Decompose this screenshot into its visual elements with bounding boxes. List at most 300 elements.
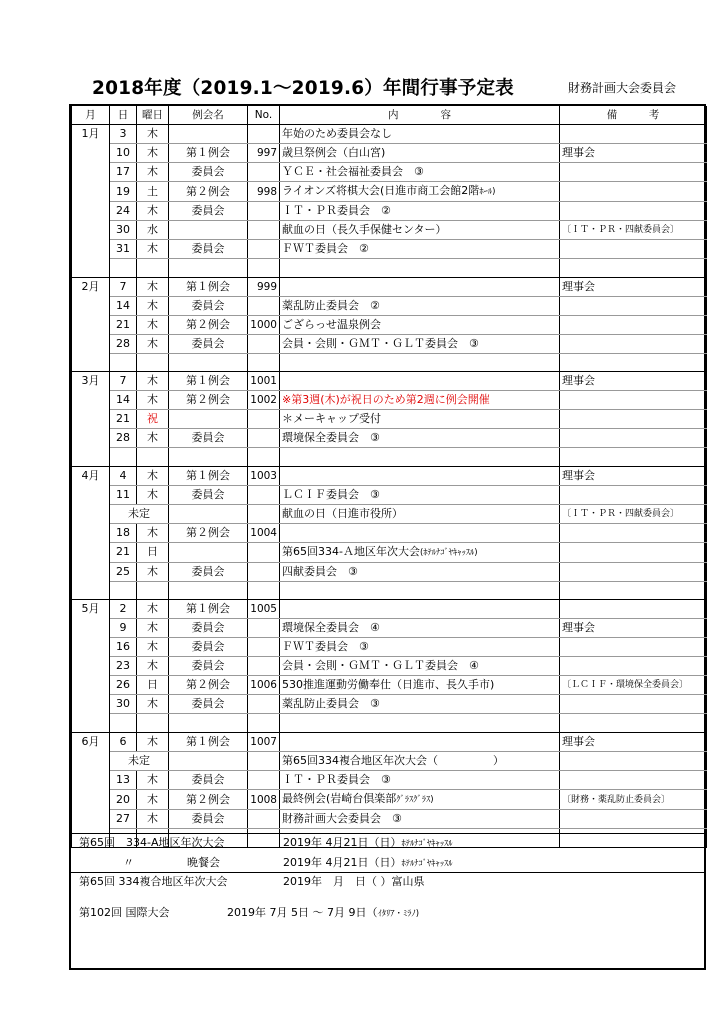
blank-cell	[137, 714, 169, 733]
table-row	[72, 695, 707, 714]
remarks-cell	[560, 334, 707, 353]
remarks-cell	[560, 523, 707, 542]
remarks-cell	[560, 562, 707, 581]
table-row	[72, 315, 707, 334]
weekday-cell: 木	[137, 391, 169, 410]
number-cell	[248, 504, 280, 523]
meeting-cell: 委員会	[169, 334, 248, 353]
day-cell: 9	[110, 619, 137, 638]
weekday-cell: 木	[137, 733, 169, 752]
content-cell	[280, 429, 560, 448]
content-text: 歳旦祭例会（白山宮)	[282, 146, 386, 160]
content-text: 会員・会則・ＧＭＴ・ＧＬＴ委員会 ④	[282, 659, 479, 673]
number-cell: 1005	[248, 600, 280, 619]
day-cell: 30	[110, 695, 137, 714]
number-cell: 1008	[248, 790, 280, 810]
remarks-cell: 〔ＩＴ・ＰＲ・四献委員会〕	[560, 221, 707, 240]
number-cell	[248, 619, 280, 638]
weekday-cell: 木	[137, 163, 169, 182]
content-cell	[280, 466, 560, 485]
meeting-cell: 委員会	[169, 429, 248, 448]
number-cell: 997	[248, 144, 280, 163]
day-cell: 13	[110, 771, 137, 790]
table-row	[72, 125, 707, 144]
meeting-cell: 委員会	[169, 638, 248, 657]
number-cell: 1002	[248, 391, 280, 410]
committee-name: 財務計画大会委員会	[568, 81, 677, 95]
content-cell	[280, 733, 560, 752]
day-cell: 27	[110, 810, 137, 829]
day-cell: 24	[110, 202, 137, 221]
blank-cell	[560, 353, 707, 372]
content-cell	[280, 695, 560, 714]
blank-cell	[110, 714, 137, 733]
meeting-cell: 委員会	[169, 771, 248, 790]
meeting-cell: 第１例会	[169, 372, 248, 391]
number-cell	[248, 334, 280, 353]
content-text: 薬乱防止委員会 ③	[282, 697, 380, 711]
number-cell	[248, 221, 280, 240]
day-cell: 30	[110, 221, 137, 240]
footer-event-date	[283, 873, 425, 889]
meeting-cell	[169, 221, 248, 240]
blank-cell	[110, 353, 137, 372]
weekday-cell: 日	[137, 542, 169, 562]
table-row	[72, 391, 707, 410]
table-row	[72, 163, 707, 182]
table-row	[72, 619, 707, 638]
meeting-cell: 第１例会	[169, 466, 248, 485]
header-weekday: 曜日	[137, 106, 169, 125]
number-cell: 1006	[248, 676, 280, 695]
meeting-cell: 委員会	[169, 657, 248, 676]
blank-cell	[280, 581, 560, 600]
content-cell	[280, 600, 560, 619]
content-cell	[280, 334, 560, 353]
weekday-cell: 木	[137, 790, 169, 810]
content-cell	[280, 771, 560, 790]
day-cell: 25	[110, 562, 137, 581]
table-row	[72, 542, 707, 562]
number-cell	[248, 163, 280, 182]
number-cell	[248, 125, 280, 144]
table-row	[72, 638, 707, 657]
weekday-cell: 木	[137, 277, 169, 296]
content-text: 献血の日（長久手保健センター）	[282, 223, 447, 237]
table-row	[72, 240, 707, 259]
blank-cell	[137, 448, 169, 467]
meeting-cell: 委員会	[169, 810, 248, 829]
footer-event-venue: ｲﾀﾘｱ・ﾐﾗﾉ)	[377, 908, 420, 919]
weekday-cell: 木	[137, 240, 169, 259]
footer-event-date	[283, 854, 453, 870]
remarks-cell	[560, 429, 707, 448]
content-cell	[280, 277, 560, 296]
number-cell	[248, 410, 280, 429]
number-cell	[248, 542, 280, 562]
table-row	[72, 372, 707, 391]
footer-event-name: 〃	[123, 855, 134, 869]
blank-row	[72, 448, 707, 467]
day-cell: 14	[110, 391, 137, 410]
weekday-cell: 水	[137, 221, 169, 240]
meeting-cell	[169, 125, 248, 144]
footer-event-venue: ﾎﾃﾙﾅｺﾞﾔｷｬｯｽﾙ	[401, 858, 453, 869]
content-text: 献血の日（日進市役所）	[282, 506, 403, 520]
meeting-cell: 委員会	[169, 202, 248, 221]
number-cell: 1001	[248, 372, 280, 391]
content-cell	[280, 810, 560, 829]
page-title: 2018年度（2019.1～2019.6）年間行事予定表	[92, 78, 514, 99]
remarks-cell	[560, 695, 707, 714]
month-label: 5月	[72, 600, 110, 733]
content-text: 財務計画大会委員会 ③	[282, 812, 402, 826]
day-cell: 17	[110, 163, 137, 182]
content-cell	[280, 315, 560, 334]
content-cell	[280, 391, 560, 410]
weekday-cell: 土	[137, 182, 169, 202]
header-month: 月	[72, 106, 110, 125]
day-cell: 7	[110, 277, 137, 296]
table-row	[72, 562, 707, 581]
content-text: 四献委員会 ③	[282, 564, 358, 578]
content-text: 530推進運動労働奉仕（日進市、長久手市)	[282, 678, 495, 692]
table-row	[72, 790, 707, 810]
blank-cell	[248, 714, 280, 733]
footer-event-name: 第65回 334-A地区年次大会	[79, 835, 225, 849]
blank-cell	[280, 259, 560, 278]
footer-divider	[71, 872, 706, 873]
header-content: 内 容	[280, 106, 560, 125]
day-cell: 2	[110, 600, 137, 619]
table-row	[72, 144, 707, 163]
content-text: 第65回334複合地区年次大会（ ）	[282, 754, 504, 768]
table-row	[72, 752, 707, 771]
footer-event-row	[71, 854, 706, 872]
weekday-cell: 木	[137, 296, 169, 315]
meeting-cell: 第２例会	[169, 182, 248, 202]
remarks-cell	[560, 810, 707, 829]
weekday-cell: 祝	[137, 410, 169, 429]
blank-cell	[110, 448, 137, 467]
weekday-cell: 木	[137, 600, 169, 619]
remarks-cell: 理事会	[560, 277, 707, 296]
remarks-cell: 理事会	[560, 466, 707, 485]
meeting-cell: 委員会	[169, 619, 248, 638]
remarks-cell	[560, 657, 707, 676]
content-text: ライオンズ将棋大会(日進市商工会館2階	[282, 184, 480, 198]
blank-cell	[248, 353, 280, 372]
content-text: ＦＷＴ委員会 ②	[282, 242, 369, 256]
content-text: 環境保全委員会 ③	[282, 431, 380, 445]
weekday-cell: 木	[137, 562, 169, 581]
footer-event-name: 第65回 334複合地区年次大会	[79, 874, 228, 888]
blank-cell	[110, 581, 137, 600]
number-cell: 999	[248, 277, 280, 296]
meeting-cell	[169, 542, 248, 562]
weekday-cell: 木	[137, 810, 169, 829]
table-row	[72, 296, 707, 315]
content-cell	[280, 619, 560, 638]
blank-cell	[137, 581, 169, 600]
content-text: ＹＣＥ・社会福祉委員会 ③	[282, 165, 424, 179]
day-cell: 16	[110, 638, 137, 657]
day-cell: 11	[110, 485, 137, 504]
day-cell: 21	[110, 315, 137, 334]
number-cell: 1003	[248, 466, 280, 485]
content-cell	[280, 221, 560, 240]
remarks-cell: 〔財務・薬乱防止委員会〕	[560, 790, 707, 810]
content-venue-text: (ﾎﾃﾙﾅｺﾞﾔｷｬｯｽﾙ)	[419, 547, 478, 558]
table-row	[72, 202, 707, 221]
day-undecided: 未定	[110, 504, 169, 523]
weekday-cell: 木	[137, 429, 169, 448]
blank-row	[72, 714, 707, 733]
blank-cell	[248, 581, 280, 600]
month-label: 4月	[72, 466, 110, 600]
meeting-cell: 第１例会	[169, 277, 248, 296]
table-row	[72, 485, 707, 504]
month-label: 1月	[72, 125, 110, 278]
table-row	[72, 771, 707, 790]
header-day: 日	[110, 106, 137, 125]
weekday-cell: 木	[137, 638, 169, 657]
blank-cell	[248, 259, 280, 278]
meeting-cell: 委員会	[169, 562, 248, 581]
remarks-cell	[560, 296, 707, 315]
remarks-cell	[560, 542, 707, 562]
day-cell: 31	[110, 240, 137, 259]
content-cell	[280, 485, 560, 504]
header-no: No.	[248, 106, 280, 125]
blank-cell	[560, 581, 707, 600]
content-cell	[280, 638, 560, 657]
content-venue-text: ｸﾞﾗｽｸﾞﾗｽ)	[396, 795, 434, 806]
blank-cell	[137, 353, 169, 372]
day-cell: 20	[110, 790, 137, 810]
content-cell	[280, 410, 560, 429]
content-cell	[280, 676, 560, 695]
table-header	[72, 106, 707, 125]
content-cell	[280, 752, 560, 771]
footer-event-subname: 晩餐会	[187, 855, 220, 869]
blank-cell	[169, 353, 248, 372]
footer-event-venue: ﾎﾃﾙﾅｺﾞﾔｷｬｯｽﾙ	[401, 838, 453, 849]
remarks-cell	[560, 752, 707, 771]
number-cell	[248, 695, 280, 714]
day-cell: 26	[110, 676, 137, 695]
weekday-cell: 木	[137, 125, 169, 144]
day-cell: 14	[110, 296, 137, 315]
content-cell	[280, 562, 560, 581]
day-cell: 3	[110, 125, 137, 144]
number-cell	[248, 771, 280, 790]
day-cell: 21	[110, 410, 137, 429]
content-text: 年始のため委員会なし	[282, 127, 392, 141]
number-cell	[248, 202, 280, 221]
content-text: 会員・会則・ＧＭＴ・ＧＬＴ委員会 ③	[282, 336, 479, 350]
header-meeting: 例会名	[169, 106, 248, 125]
day-cell: 21	[110, 542, 137, 562]
footer-divider	[71, 833, 706, 834]
month-label: 2月	[72, 277, 110, 372]
month-label: 3月	[72, 372, 110, 467]
content-cell	[280, 144, 560, 163]
weekday-cell: 木	[137, 466, 169, 485]
content-text: ござらっせ温泉例会	[282, 317, 381, 331]
number-cell: 1004	[248, 523, 280, 542]
footer-event-date	[227, 904, 419, 920]
remarks-cell	[560, 202, 707, 221]
weekday-cell: 木	[137, 144, 169, 163]
weekday-cell: 木	[137, 372, 169, 391]
remarks-cell: 理事会	[560, 372, 707, 391]
content-text: ＩＴ・ＰＲ委員会 ②	[282, 204, 391, 218]
blank-cell	[560, 714, 707, 733]
remarks-cell	[560, 638, 707, 657]
content-cell	[280, 296, 560, 315]
blank-cell	[248, 448, 280, 467]
blank-cell	[169, 259, 248, 278]
meeting-cell	[169, 410, 248, 429]
blank-row	[72, 353, 707, 372]
meeting-cell: 第２例会	[169, 391, 248, 410]
weekday-cell: 木	[137, 771, 169, 790]
remarks-cell	[560, 315, 707, 334]
day-cell: 4	[110, 466, 137, 485]
meeting-cell: 第１例会	[169, 144, 248, 163]
table-row	[72, 676, 707, 695]
content-cell	[280, 657, 560, 676]
number-cell	[248, 638, 280, 657]
blank-row	[72, 259, 707, 278]
content-cell	[280, 504, 560, 523]
day-cell: 6	[110, 733, 137, 752]
content-text: 環境保全委員会 ④	[282, 621, 380, 635]
weekday-cell: 木	[137, 202, 169, 221]
meeting-cell: 第２例会	[169, 523, 248, 542]
number-cell: 1007	[248, 733, 280, 752]
weekday-cell: 木	[137, 619, 169, 638]
meeting-cell: 委員会	[169, 240, 248, 259]
content-cell	[280, 182, 560, 202]
remarks-cell	[560, 240, 707, 259]
remarks-cell: 理事会	[560, 619, 707, 638]
remarks-cell	[560, 485, 707, 504]
meeting-cell	[169, 504, 248, 523]
table-row	[72, 221, 707, 240]
weekday-cell: 木	[137, 523, 169, 542]
content-text: ＊メーキャップ受付	[282, 412, 381, 426]
blank-cell	[169, 448, 248, 467]
footer-event-row	[71, 873, 706, 891]
month-label: 6月	[72, 733, 110, 848]
blank-cell	[280, 448, 560, 467]
content-text: ＦＷＴ委員会 ③	[282, 640, 369, 654]
content-cell	[280, 240, 560, 259]
remarks-cell	[560, 391, 707, 410]
blank-row	[72, 581, 707, 600]
content-cell	[280, 523, 560, 542]
footer-event-date	[283, 834, 453, 850]
content-text: ※第3週(木)が祝日のため第2週に例会開催	[282, 393, 490, 407]
table-row	[72, 657, 707, 676]
remarks-cell	[560, 771, 707, 790]
content-cell	[280, 163, 560, 182]
content-cell	[280, 372, 560, 391]
day-cell: 28	[110, 429, 137, 448]
day-undecided: 未定	[110, 752, 169, 771]
footer-event-date-text: 2019年 7月 5日 ～ 7月 9日（	[227, 905, 378, 919]
meeting-cell	[169, 752, 248, 771]
meeting-cell: 委員会	[169, 296, 248, 315]
meeting-cell: 第１例会	[169, 600, 248, 619]
content-cell	[280, 542, 560, 562]
content-cell	[280, 790, 560, 810]
number-cell	[248, 810, 280, 829]
remarks-cell	[560, 125, 707, 144]
meeting-cell: 第２例会	[169, 315, 248, 334]
number-cell	[248, 296, 280, 315]
footer-event-name: 第102回 国際大会	[79, 905, 170, 919]
weekday-cell: 木	[137, 334, 169, 353]
meeting-cell: 第１例会	[169, 733, 248, 752]
content-text: ＩＴ・ＰＲ委員会 ③	[282, 773, 391, 787]
table-row	[72, 334, 707, 353]
day-cell: 19	[110, 182, 137, 202]
table-row	[72, 277, 707, 296]
schedule-sheet	[69, 104, 706, 970]
blank-cell	[110, 259, 137, 278]
remarks-cell: 理事会	[560, 144, 707, 163]
blank-cell	[169, 714, 248, 733]
number-cell: 1000	[248, 315, 280, 334]
table-row	[72, 733, 707, 752]
number-cell	[248, 562, 280, 581]
remarks-cell: 〔ＬＣＩＦ・環境保全委員会〕	[560, 676, 707, 695]
number-cell	[248, 752, 280, 771]
weekday-cell: 木	[137, 657, 169, 676]
footer-event-row	[71, 834, 706, 852]
meeting-cell: 委員会	[169, 695, 248, 714]
remarks-cell: 理事会	[560, 733, 707, 752]
blank-cell	[560, 259, 707, 278]
meeting-cell: 第２例会	[169, 676, 248, 695]
weekday-cell: 日	[137, 676, 169, 695]
blank-cell	[169, 581, 248, 600]
table-row	[72, 523, 707, 542]
meeting-cell: 第２例会	[169, 790, 248, 810]
remarks-cell	[560, 410, 707, 429]
footer-event-date-text: 2019年 月 日（ ）富山県	[283, 874, 425, 888]
day-cell: 10	[110, 144, 137, 163]
table-row	[72, 810, 707, 829]
remarks-cell: 〔ＩＴ・ＰＲ・四献委員会〕	[560, 504, 707, 523]
content-cell	[280, 125, 560, 144]
table-row	[72, 410, 707, 429]
header-remarks: 備 考	[560, 106, 707, 125]
blank-cell	[280, 714, 560, 733]
day-cell: 7	[110, 372, 137, 391]
meeting-cell: 委員会	[169, 485, 248, 504]
remarks-cell	[560, 600, 707, 619]
footer-event-date-text: 2019年 4月21日（日）	[283, 835, 402, 849]
meeting-cell: 委員会	[169, 163, 248, 182]
table-row	[72, 466, 707, 485]
content-text: 薬乱防止委員会 ②	[282, 298, 380, 312]
number-cell	[248, 657, 280, 676]
remarks-cell	[560, 163, 707, 182]
